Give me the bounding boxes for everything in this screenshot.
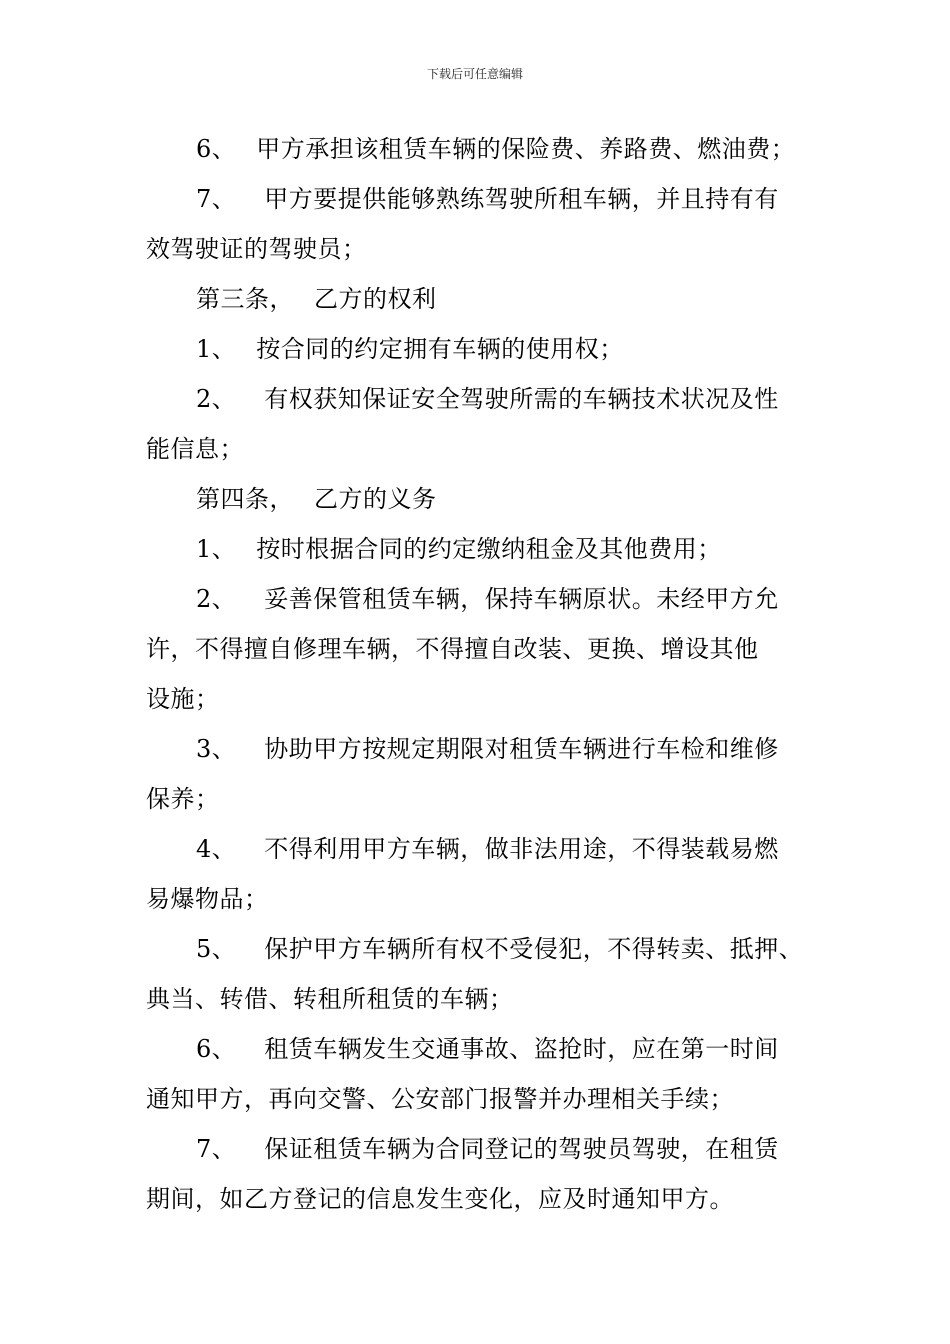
clause-text: 保护甲方车辆所有权不受侵犯，不得转卖、抵押、 [264,935,804,963]
clause-text: 甲方要提供能够熟练驾驶所租车辆，并且持有有 [264,185,779,213]
clause-text: 期间，如乙方登记的信息发生变化，应及时通知甲方。 [146,1185,734,1213]
clause-number: 7、 [196,185,237,213]
text-line [146,924,826,974]
clause-number: 6、 [196,135,237,163]
clause-number: 7、 [196,1135,237,1163]
clause-number: 2、 [196,385,237,413]
text-line [146,724,826,774]
clause-number: 1、 [196,335,237,363]
clause-text: 许，不得擅自修理车辆，不得擅自改装、更换、增设其他 [146,635,759,663]
text-line [146,574,826,624]
clause-number: 1、 [196,535,237,563]
text-line [146,524,826,574]
section-number: 第四条， [196,485,294,513]
text-line [146,1024,826,1074]
clause-text: 效驾驶证的驾驶员； [146,235,367,263]
text-line [146,124,826,174]
clause-text: 不得利用甲方车辆，做非法用途，不得装载易燃 [264,835,779,863]
clause-number: 2、 [196,585,237,613]
page-header: 下载后可任意编辑 [426,67,523,81]
clause-text: 设施； [146,685,220,713]
section-heading [146,474,826,524]
clause-text: 妥善保管租赁车辆，保持车辆原状。未经甲方允 [264,585,779,613]
text-line [146,874,826,924]
clause-number: 5、 [196,935,237,963]
clause-text: 有权获知保证安全驾驶所需的车辆技术状况及性 [264,385,779,413]
text-line [146,974,826,1024]
section-title: 乙方的义务 [314,485,437,513]
text-line [146,624,826,674]
clause-text: 能信息； [146,435,244,463]
clause-text: 按时根据合同的约定缴纳租金及其他费用； [256,535,722,563]
clause-text: 协助甲方按规定期限对租赁车辆进行车检和维修 [264,735,779,763]
clause-text: 保证租赁车辆为合同登记的驾驶员驾驶，在租赁 [264,1135,779,1163]
clause-text: 甲方承担该租赁车辆的保险费、养路费、燃油费； [256,135,796,163]
clause-number: 4、 [196,835,237,863]
text-line [146,324,826,374]
clause-number: 3、 [196,735,237,763]
text-line [146,674,826,724]
clause-text: 租赁车辆发生交通事故、盗抢时，应在第一时间 [264,1035,779,1063]
text-line [146,774,826,824]
section-heading [146,274,826,324]
text-line [146,174,826,224]
text-line [146,374,826,424]
clause-text: 保养； [146,785,220,813]
text-line [146,424,826,474]
section-number: 第三条， [196,285,294,313]
text-line [146,224,826,274]
text-line [146,1174,826,1224]
clause-text: 通知甲方，再向交警、公安部门报警并办理相关手续； [146,1085,734,1113]
clause-text: 按合同的约定拥有车辆的使用权； [256,335,624,363]
text-line [146,824,826,874]
clause-text: 典当、转借、转租所租赁的车辆； [146,985,514,1013]
text-line [146,1074,826,1124]
document-body [146,124,826,1224]
section-title: 乙方的权利 [314,285,437,313]
clause-text: 易爆物品； [146,885,269,913]
clause-number: 6、 [196,1035,237,1063]
text-line [146,1124,826,1174]
